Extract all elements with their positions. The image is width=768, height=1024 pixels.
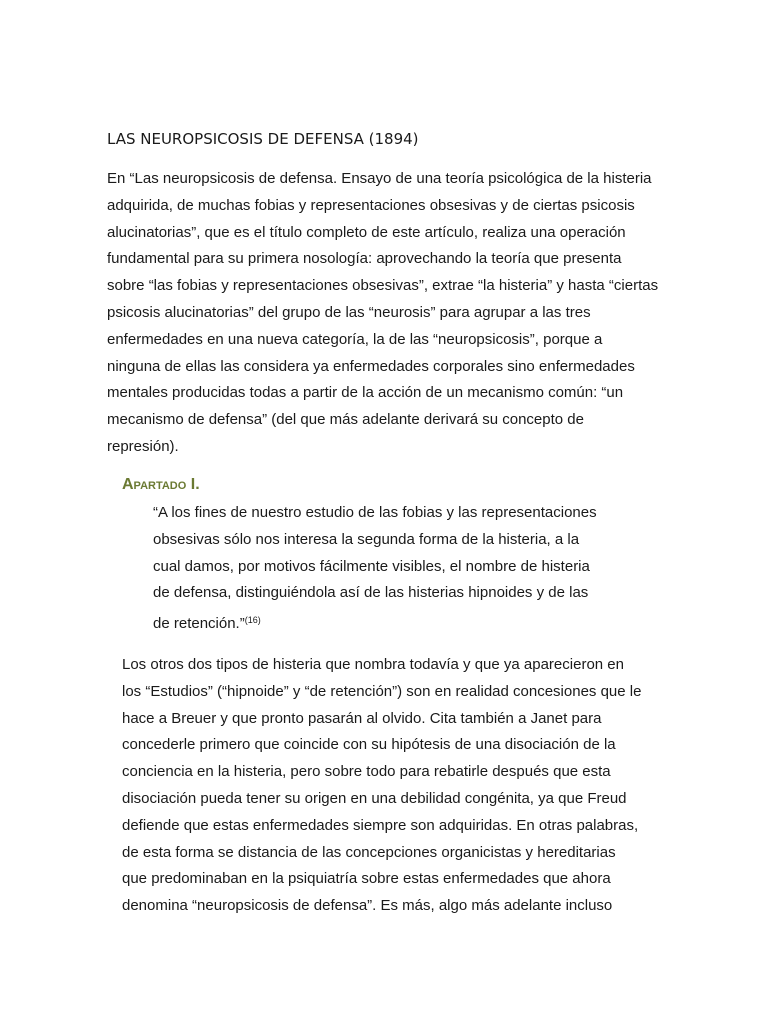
quote-line: “A los fines de nuestro estudio de las fobias y las representaciones bbox=[153, 504, 597, 521]
document-title: LAS NEUROPSICOSIS DE DEFENSA (1894) bbox=[107, 130, 419, 148]
paragraph-line: mecanismo de defensa” (del que más adelante derivará su concepto de bbox=[107, 411, 584, 429]
paragraph-line: conciencia en la histeria, pero sobre todo para rebatirle después que esta bbox=[122, 763, 611, 781]
footnote-reference[interactable]: (16) bbox=[244, 615, 261, 626]
paragraph-line: sobre “las fobias y representaciones obsesivas”, extrae “la histeria” y hasta “ciertas bbox=[107, 277, 659, 295]
quote-line-text: de retención.” bbox=[153, 615, 245, 633]
paragraph-line: En “Las neuropsicosis de defensa. Ensayo de una teoría psicológica de la histeria bbox=[107, 170, 652, 187]
paragraph-line: psicosis alucinatorias” del grupo de las “neurosis” para agrupar a las tres bbox=[107, 303, 591, 321]
paragraph-line: los “Estudios” (“hipnoide” y “de retención”) son en realidad concesiones que le bbox=[122, 682, 642, 700]
paragraph-line: hace a Breuer y que pronto pasarán al olvido. Cita también a Janet para bbox=[122, 709, 602, 727]
paragraph-line: de esta forma se distancia de las concepciones organicistas y hereditarias bbox=[122, 843, 616, 861]
paragraph-line: alucinatorias”, que es el título completo de este artículo, realiza una operación bbox=[107, 223, 626, 241]
quote-line-last bbox=[153, 607, 597, 634]
paragraph-line: mentales producidas todas a partir de la acción de un mecanismo común: “un bbox=[107, 384, 624, 402]
quote-line: obsesivas sólo nos interesa la segunda forma de la histeria, a la bbox=[153, 530, 580, 548]
paragraph-line: adquirida, de muchas fobias y representaciones obsesivas y de ciertas psicosis bbox=[107, 196, 635, 214]
paragraph-line: fundamental para su primera nosología: aprovechando la teoría que presenta bbox=[107, 250, 622, 268]
quote-line: de defensa, distinguiéndola así de las histerias hipnoides y de las bbox=[153, 584, 589, 602]
block-quote bbox=[153, 500, 597, 634]
paragraph-line: disociación pueda tener su origen en una debilidad congénita, ya que Freud bbox=[122, 789, 627, 807]
paragraph-line: concederle primero que coincide con su hipótesis de una disociación de la bbox=[122, 736, 616, 754]
paragraph-line: ninguna de ellas las considera ya enfermedades corporales sino enfermedades bbox=[107, 357, 635, 375]
paragraph-line: defiende que estas enfermedades siempre son adquiridas. En otras palabras, bbox=[122, 816, 639, 834]
section-heading: Apartado I. bbox=[122, 476, 200, 493]
paragraph-line: denomina “neuropsicosis de defensa”. Es más, algo más adelante incluso bbox=[122, 897, 613, 915]
intro-paragraph bbox=[107, 166, 658, 461]
quote-line: cual damos, por motivos fácilmente visibles, el nombre de histeria bbox=[153, 557, 590, 575]
paragraph-line: represión). bbox=[107, 437, 179, 455]
body-paragraph bbox=[122, 652, 641, 920]
paragraph-line: que predominaban en la psiquiatría sobre estas enfermedades que ahora bbox=[122, 870, 611, 888]
paragraph-line: enfermedades en una nueva categoría, la de las “neuropsicosis”, porque a bbox=[107, 330, 603, 348]
paragraph-line: Los otros dos tipos de histeria que nombra todavía y que ya aparecieron en bbox=[122, 656, 624, 673]
